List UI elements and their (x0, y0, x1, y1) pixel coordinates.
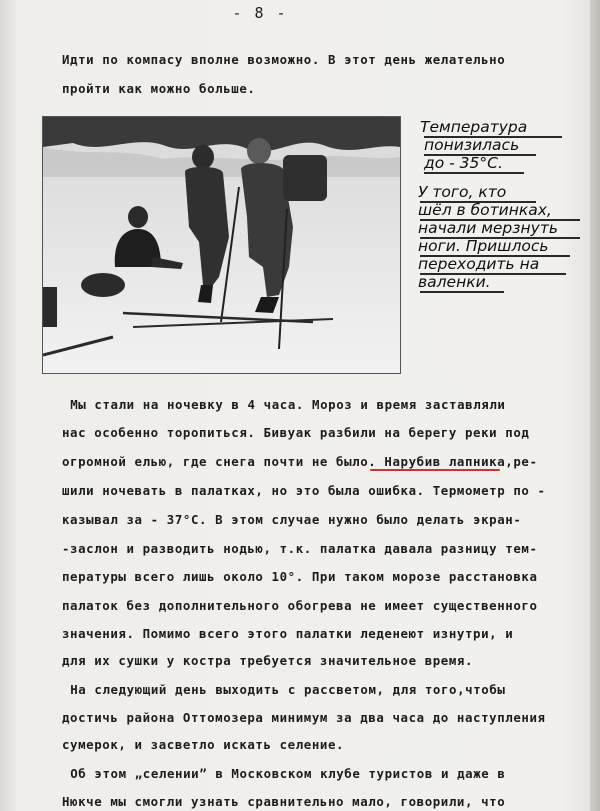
body-line: -заслон и разводить нодью, т.к. палатка давала разницу тем- (62, 541, 538, 556)
red-pen-underline (370, 469, 500, 471)
page-number: - 8 - (232, 4, 288, 22)
body-line: На следующий день выходить с рассветом, для того,чтобы (38, 682, 506, 697)
note-line: Температура (420, 118, 528, 136)
note-line: переходить на (418, 255, 540, 273)
body-line: для их сушки у костра требуется значительное время. (62, 653, 474, 668)
body-line: пературы всего лишь около 10°. При таком морозе расстановка (62, 569, 538, 584)
note-line: У того, кто (418, 183, 507, 201)
photo-illustration (43, 117, 400, 373)
body-line: Мы стали на ночевку в 4 часа. Мороз и время заставляли (38, 397, 506, 412)
intro-line: Идти по компасу вполне возможно. В этот день желательно (62, 52, 506, 67)
body-line: Об этом „селении” в Московском клубе туристов и даже в (38, 766, 506, 781)
body-line: казывал за - 37°С. В этом случае нужно было делать экран- (62, 512, 522, 527)
intro-line: пройти как можно больше. (62, 81, 256, 96)
note-underline (424, 172, 524, 174)
note-line: начали мерзнуть (418, 219, 558, 237)
note-line: до - 35°С. (424, 154, 503, 172)
body-line: нас особенно торопиться. Бивуак разбили на берегу реки под (62, 425, 530, 440)
body-line: огромной елью, где снега почти не было. Нарубив лапника,ре- (62, 454, 538, 469)
note-line: понизилась (424, 136, 520, 154)
photograph (42, 116, 401, 374)
note-line: ноги. Пришлось (418, 237, 549, 255)
body-line: шили ночевать в палатках, но это была ошибка. Термометр по - (62, 483, 546, 498)
note-underline (420, 291, 504, 293)
binding-edge (590, 0, 600, 811)
body-line: сумерок, и засветло искать селение. (62, 737, 345, 752)
body-line: палаток без дополнительного обогрева не имеет существенного (62, 598, 538, 613)
body-line: значения. Помимо всего этого палатки леденеют изнутри, и (62, 626, 514, 641)
body-line: Нюкче мы смогли узнать сравнительно мало, говорили, что (62, 794, 506, 809)
note-line: шёл в ботинках, (418, 201, 552, 219)
note-line: валенки. (418, 273, 491, 291)
body-line: достичь района Оттомозера минимум за два часа до наступления (62, 710, 546, 725)
